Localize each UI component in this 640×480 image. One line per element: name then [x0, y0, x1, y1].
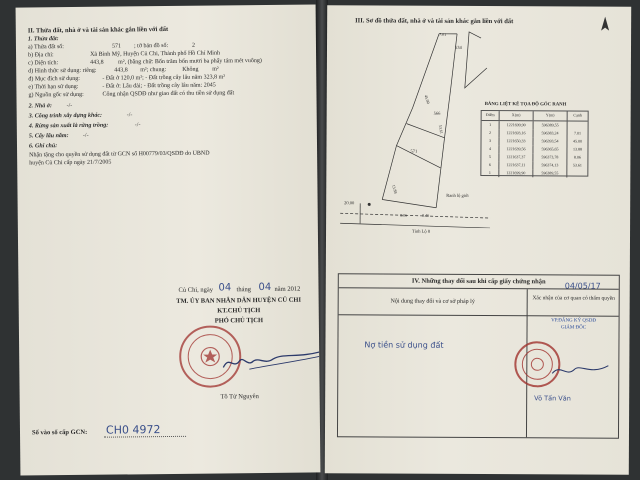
coord-header-point: Điểm	[482, 111, 500, 120]
area-words: m², (bằng chữ: Bốn trăm bốn mươi ba phẩy tám mét vuông)	[118, 58, 262, 66]
term-label: e) Thời hạn sử dụng:	[28, 83, 79, 91]
origin-label: g) Nguồn gốc sử dụng:	[28, 91, 84, 99]
north-arrow-icon	[599, 17, 611, 35]
map-sheet: 2	[191, 42, 195, 49]
coord-table-cell: 8.06	[573, 154, 581, 160]
use-form-label: d) Hình thức sử dụng: riêng:	[28, 67, 97, 75]
right-page	[325, 5, 631, 475]
authority: TM. ỦY BAN NHÂN DÂN HUYỆN CỦ CHI	[176, 296, 302, 305]
coord-table-cell: 596374,13	[533, 161, 567, 169]
date-year: năm 2012	[274, 285, 301, 293]
section-iii-title: III. Sơ đồ thửa đất, nhà ở và tài sản khác gắn liền với đất	[355, 17, 514, 26]
coord-table-cell: 2	[482, 129, 500, 137]
note-line-2: huyện Củ Chi cấp ngày 21/7/2005	[29, 159, 112, 167]
coord-table-body	[481, 121, 587, 178]
coord-table	[480, 110, 588, 177]
map-label-571: 571	[410, 148, 418, 154]
coord-table-cell: 1221699,90	[499, 169, 533, 177]
office-director: GIÁM ĐỐC	[560, 325, 587, 331]
map-dim-1: 45.00	[423, 94, 431, 105]
term: - Đất ở: Lâu dài; - Đất trồng cây lâu năm: 2045	[102, 82, 216, 90]
item-1-label: 1. Thửa đất:	[27, 36, 59, 43]
map-road-label: Tỉnh Lộ 8	[412, 228, 431, 234]
item-4-label: 4. Rừng sản xuất là rừng trồng:	[28, 122, 109, 130]
item-4-value: -/-	[134, 122, 141, 129]
cert-no: CH0 4972	[105, 423, 161, 437]
address-label: b) Địa chỉ:	[28, 52, 54, 59]
map-dim-4: 8.06	[400, 212, 408, 218]
map-setback: 20.00	[344, 200, 355, 206]
coord-table-cell	[567, 169, 587, 177]
coord-table-cell: 7.01	[574, 130, 582, 136]
coord-table-cell: 596365,65	[533, 145, 567, 153]
parcel-no-label: a) Thửa đất số:	[27, 44, 64, 51]
parcel-no: 571	[111, 43, 122, 50]
date-day: 04	[218, 282, 232, 294]
purpose-label: đ) Mục đích sử dụng:	[28, 75, 80, 83]
coord-header-y: Y(m)	[534, 111, 568, 120]
coord-table-cell: 596389,55	[533, 169, 567, 177]
signature-mark	[219, 346, 320, 377]
map-sheet-label: ; tờ bản đồ số:	[133, 42, 169, 50]
coord-table-cell: 1221639,56	[499, 145, 533, 153]
coord-table-cell: 1221699,90	[500, 121, 534, 129]
item-6-label: 6. Ghi chú:	[28, 143, 58, 150]
item-5-label: 5. Cây lâu năm:	[28, 133, 69, 140]
map-dim-5: 7.01	[439, 31, 447, 37]
vice-chair: PHÓ CHỦ TỊCH	[214, 317, 264, 325]
use-common-value: Không	[182, 66, 199, 73]
coord-header-x: X(m)	[500, 111, 534, 120]
item-2-value: -/-	[66, 102, 73, 110]
map-dim-3: 13.88	[391, 184, 399, 195]
changes-table	[337, 273, 620, 438]
cert-no-underline	[104, 436, 186, 438]
coord-table-cell: 5	[481, 153, 499, 161]
coord-table-cell: 4	[481, 145, 499, 153]
coord-table-cell: 1221693,16	[500, 129, 534, 137]
coord-table-cell: 53.61	[572, 162, 582, 168]
kt-chair: KT.CHỦ TỊCH	[217, 307, 261, 315]
coord-table-row	[481, 169, 587, 178]
purpose: - Đất ở 120,0 m²; - Đất trồng cây lâu năm 323,8 m²	[102, 74, 226, 82]
coord-table-cell: 1221637,11	[499, 161, 533, 169]
parcel-right-boundary	[433, 34, 457, 208]
item-3-label: 3. Công trình xây dựng khác:	[28, 112, 103, 120]
changes-header-divider	[339, 314, 619, 316]
coord-table-cell	[568, 121, 588, 129]
map-dim-2: 53.61	[437, 124, 445, 135]
place-date-prefix: Củ Chi, ngày	[178, 286, 214, 294]
use-private: 443,8	[114, 67, 128, 74]
note-line-1: Nhận tặng cho quyền sử dụng đất từ GCN số H00779/03/QSDĐ do UBND	[29, 150, 210, 159]
coord-table-cell: 13.88	[572, 146, 582, 152]
coord-table-cell: 596393,54	[533, 137, 567, 145]
coord-table-cell: 1	[482, 121, 500, 129]
coord-table-cell: 1	[481, 169, 499, 177]
section-ii-title: II. Thửa đất, nhà ở và tài sản khác gắn liền với đất	[27, 25, 169, 35]
coord-table-cell: 596389,55	[534, 121, 568, 129]
coord-table-cell: 596383,24	[534, 129, 568, 137]
coord-table-cell: 45.00	[573, 138, 583, 144]
area-label: c) Diện tích:	[28, 60, 59, 67]
section-iv-title: IV. Những thay đổi sau khi cấp giấy chứng nhận	[339, 276, 619, 289]
item-5-value: -/-	[82, 132, 89, 139]
date-month: 04	[258, 281, 272, 294]
parcel-left-boundary	[382, 34, 439, 200]
coord-header-edge: Cạnh	[573, 112, 582, 118]
use-unit: m²	[212, 66, 219, 73]
left-page	[16, 4, 321, 475]
origin: Công nhận QSDĐ như giao đất có thu tiền sử dụng đất	[102, 90, 235, 98]
area-value: 443,8	[90, 59, 104, 66]
item-2-label: 2. Nhà ở:	[28, 103, 53, 110]
coord-table-cell: 6	[481, 161, 499, 169]
coord-table-cell: 1221650,33	[499, 137, 533, 145]
map-boundary-label: Ranh lộ giới	[446, 192, 469, 198]
changes-col-content: Nội dung thay đổi và cơ sở pháp lý	[390, 298, 475, 305]
map-label-566: 566	[433, 110, 441, 116]
change-entry: Nợ tiền sử dụng đất	[364, 340, 444, 350]
map-label-534: 534	[454, 44, 462, 50]
item-3-value: -/-	[126, 112, 133, 119]
address: Xã Bình Mỹ, Huyện Củ Chi, Thành phố Hồ Chí Minh	[90, 50, 220, 58]
registration-office: VP.ĐĂNG KÝ QSDĐ	[551, 318, 597, 324]
coord-table-cell: 1221637,37	[499, 153, 533, 161]
use-common-label: m²; chung:	[140, 67, 167, 74]
coord-table-cell: 3	[481, 137, 499, 145]
coord-table-title: BẢNG LIỆT KÊ TỌA ĐỘ GÓC RANH	[484, 102, 567, 108]
office-signer: Võ Tấn Văn	[534, 394, 571, 403]
cert-no-label: Số vào sổ cấp GCN:	[31, 428, 88, 437]
coord-table-header	[482, 111, 588, 122]
map-dim-6: 8.46	[422, 212, 430, 218]
signer-name: Tô Tử Nguyên	[220, 393, 259, 401]
changes-col-confirm: Xác nhận của cơ quan có thẩm quyền	[532, 295, 615, 302]
coord-table-cell: 596373,78	[533, 153, 567, 161]
office-signature-mark	[550, 359, 610, 379]
month-label: tháng	[236, 286, 252, 294]
change-date: 04/05/17	[564, 281, 601, 291]
